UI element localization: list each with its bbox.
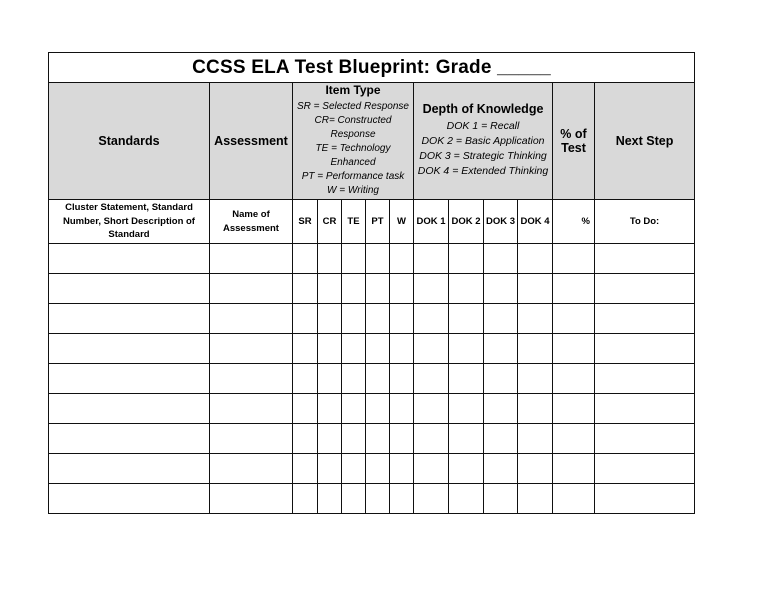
table-cell[interactable] <box>49 484 210 514</box>
table-cell[interactable] <box>595 304 695 334</box>
table-cell[interactable] <box>414 274 449 304</box>
table-cell[interactable] <box>210 364 293 394</box>
table-cell[interactable] <box>484 484 518 514</box>
table-cell[interactable] <box>553 334 595 364</box>
table-cell[interactable] <box>342 364 366 394</box>
table-cell[interactable] <box>210 454 293 484</box>
table-cell[interactable] <box>293 334 318 364</box>
table-cell[interactable] <box>595 274 695 304</box>
table-cell[interactable] <box>518 364 553 394</box>
table-cell[interactable] <box>553 394 595 424</box>
table-cell[interactable] <box>210 394 293 424</box>
subheader-standards: Cluster Statement, Standard Number, Short Description of Standard <box>49 200 210 244</box>
table-cell[interactable] <box>49 424 210 454</box>
subheader-dok4: DOK 4 <box>518 200 553 244</box>
dok-legend-1: DOK 1 = Recall <box>446 120 520 133</box>
table-cell[interactable] <box>553 244 595 274</box>
table-cell[interactable] <box>484 274 518 304</box>
table-cell[interactable] <box>518 274 553 304</box>
table-cell[interactable] <box>553 424 595 454</box>
table-cell[interactable] <box>518 484 553 514</box>
dok-heading: Depth of Knowledge <box>422 101 544 116</box>
table-cell[interactable] <box>366 394 390 424</box>
table-cell[interactable] <box>449 304 484 334</box>
header-next-step: Next Step <box>595 83 695 200</box>
table-cell[interactable] <box>366 484 390 514</box>
table-cell[interactable] <box>390 364 414 394</box>
table-row <box>49 274 695 304</box>
table-cell[interactable] <box>595 454 695 484</box>
table-row <box>49 454 695 484</box>
table-cell[interactable] <box>390 274 414 304</box>
percent-label-line1: % of <box>560 127 587 141</box>
table-cell[interactable] <box>595 334 695 364</box>
table-cell[interactable] <box>293 274 318 304</box>
table-cell[interactable] <box>210 334 293 364</box>
table-row <box>49 334 695 364</box>
table-cell[interactable] <box>414 244 449 274</box>
percent-label-line2: Test <box>561 141 586 155</box>
table-cell[interactable] <box>293 484 318 514</box>
table-cell[interactable] <box>342 484 366 514</box>
table-cell[interactable] <box>414 334 449 364</box>
subheader-sr: SR <box>293 200 318 244</box>
table-cell[interactable] <box>318 484 342 514</box>
table-cell[interactable] <box>49 244 210 274</box>
subheader-dok1: DOK 1 <box>414 200 449 244</box>
table-cell[interactable] <box>414 364 449 394</box>
table-cell[interactable] <box>484 364 518 394</box>
table-cell[interactable] <box>414 424 449 454</box>
item-type-legend-te: TE = Technology Enhanced <box>315 143 391 169</box>
table-cell[interactable] <box>366 424 390 454</box>
table-cell[interactable] <box>318 304 342 334</box>
table-cell[interactable] <box>210 424 293 454</box>
table-cell[interactable] <box>449 244 484 274</box>
table-cell[interactable] <box>484 424 518 454</box>
table-cell[interactable] <box>318 244 342 274</box>
table-row <box>49 484 695 514</box>
table-cell[interactable] <box>210 244 293 274</box>
table-cell[interactable] <box>318 394 342 424</box>
table-cell[interactable] <box>595 364 695 394</box>
table-cell[interactable] <box>595 484 695 514</box>
table-cell[interactable] <box>518 454 553 484</box>
item-type-legend-w: W = Writing <box>327 185 379 197</box>
table-cell[interactable] <box>49 304 210 334</box>
table-cell[interactable] <box>518 244 553 274</box>
table-cell[interactable] <box>293 394 318 424</box>
table-cell[interactable] <box>390 394 414 424</box>
table-cell[interactable] <box>595 244 695 274</box>
table-row <box>49 424 695 454</box>
item-type-heading: Item Type <box>325 82 381 97</box>
table-cell[interactable] <box>553 304 595 334</box>
table-cell[interactable] <box>518 304 553 334</box>
table-cell[interactable] <box>366 334 390 364</box>
dok-legend-2: DOK 2 = Basic Application <box>421 135 545 148</box>
table-cell[interactable] <box>390 304 414 334</box>
table-cell[interactable] <box>366 304 390 334</box>
subheader-dok2: DOK 2 <box>449 200 484 244</box>
table-cell[interactable] <box>449 364 484 394</box>
table-cell[interactable] <box>210 274 293 304</box>
table-cell[interactable] <box>390 454 414 484</box>
table-cell[interactable] <box>366 454 390 484</box>
table-row <box>49 244 695 274</box>
dok-legend-3: DOK 3 = Strategic Thinking <box>419 150 547 163</box>
table-cell[interactable] <box>49 454 210 484</box>
table-cell[interactable] <box>390 424 414 454</box>
table-cell[interactable] <box>366 244 390 274</box>
table-cell[interactable] <box>342 394 366 424</box>
table-cell[interactable] <box>49 394 210 424</box>
table-cell[interactable] <box>484 334 518 364</box>
subheader-next-step: To Do: <box>595 200 695 244</box>
table-cell[interactable] <box>342 334 366 364</box>
table-cell[interactable] <box>595 394 695 424</box>
header-percent-of-test <box>553 83 595 200</box>
table-cell[interactable] <box>449 274 484 304</box>
subheader-cr: CR <box>318 200 342 244</box>
header-assessment: Assessment <box>210 83 293 200</box>
table-cell[interactable] <box>342 304 366 334</box>
table-cell[interactable] <box>293 454 318 484</box>
item-type-legend-cr: CR= Constructed Response <box>314 115 392 141</box>
blank-rows <box>49 244 695 514</box>
table-cell[interactable] <box>390 484 414 514</box>
table-cell[interactable] <box>342 244 366 274</box>
table-cell[interactable] <box>518 394 553 424</box>
table-cell[interactable] <box>210 484 293 514</box>
table-cell[interactable] <box>318 334 342 364</box>
table-cell[interactable] <box>49 334 210 364</box>
table-cell[interactable] <box>484 244 518 274</box>
table-cell[interactable] <box>366 364 390 394</box>
table-cell[interactable] <box>390 244 414 274</box>
table-cell[interactable] <box>449 334 484 364</box>
subheader-pt: PT <box>366 200 390 244</box>
subheader-percent: % <box>553 200 595 244</box>
table-cell[interactable] <box>484 454 518 484</box>
subheader-w: W <box>390 200 414 244</box>
table-cell[interactable] <box>484 304 518 334</box>
table-row <box>49 304 695 334</box>
table-cell[interactable] <box>342 454 366 484</box>
table-cell[interactable] <box>414 484 449 514</box>
table-cell[interactable] <box>449 454 484 484</box>
table-cell[interactable] <box>518 334 553 364</box>
item-type-legend-sr: SR = Selected Response <box>296 101 409 113</box>
test-blueprint-table <box>48 52 695 514</box>
header-item-type <box>293 83 414 200</box>
subheader-te: TE <box>342 200 366 244</box>
table-cell[interactable] <box>484 394 518 424</box>
table-cell[interactable] <box>318 274 342 304</box>
table-cell[interactable] <box>293 244 318 274</box>
dok-legend-4: DOK 4 = Extended Thinking <box>417 165 549 178</box>
table-cell[interactable] <box>553 484 595 514</box>
header-dok <box>414 83 553 200</box>
table-cell[interactable] <box>342 274 366 304</box>
table-cell[interactable] <box>49 274 210 304</box>
table-cell[interactable] <box>553 364 595 394</box>
table-cell[interactable] <box>293 364 318 394</box>
table-cell[interactable] <box>449 484 484 514</box>
table-cell[interactable] <box>318 364 342 394</box>
table-cell[interactable] <box>518 424 553 454</box>
table-cell[interactable] <box>318 424 342 454</box>
page-title: CCSS ELA Test Blueprint: Grade _____ <box>49 53 695 83</box>
table-cell[interactable] <box>318 454 342 484</box>
item-type-legend-pt: PT = Performance task <box>301 171 405 183</box>
subheader-assessment: Name of Assessment <box>210 200 293 244</box>
table-cell[interactable] <box>414 394 449 424</box>
table-cell[interactable] <box>595 424 695 454</box>
table-row <box>49 364 695 394</box>
table-cell[interactable] <box>342 424 366 454</box>
table-cell[interactable] <box>293 424 318 454</box>
table-row <box>49 394 695 424</box>
table-cell[interactable] <box>293 304 318 334</box>
table-cell[interactable] <box>553 274 595 304</box>
subheader-dok3: DOK 3 <box>484 200 518 244</box>
table-cell[interactable] <box>449 394 484 424</box>
table-cell[interactable] <box>390 334 414 364</box>
table-cell[interactable] <box>210 304 293 334</box>
table-cell[interactable] <box>414 304 449 334</box>
table-cell[interactable] <box>49 364 210 394</box>
table-cell[interactable] <box>553 454 595 484</box>
table-cell[interactable] <box>414 454 449 484</box>
table-cell[interactable] <box>366 274 390 304</box>
table-cell[interactable] <box>449 424 484 454</box>
header-standards: Standards <box>49 83 210 200</box>
